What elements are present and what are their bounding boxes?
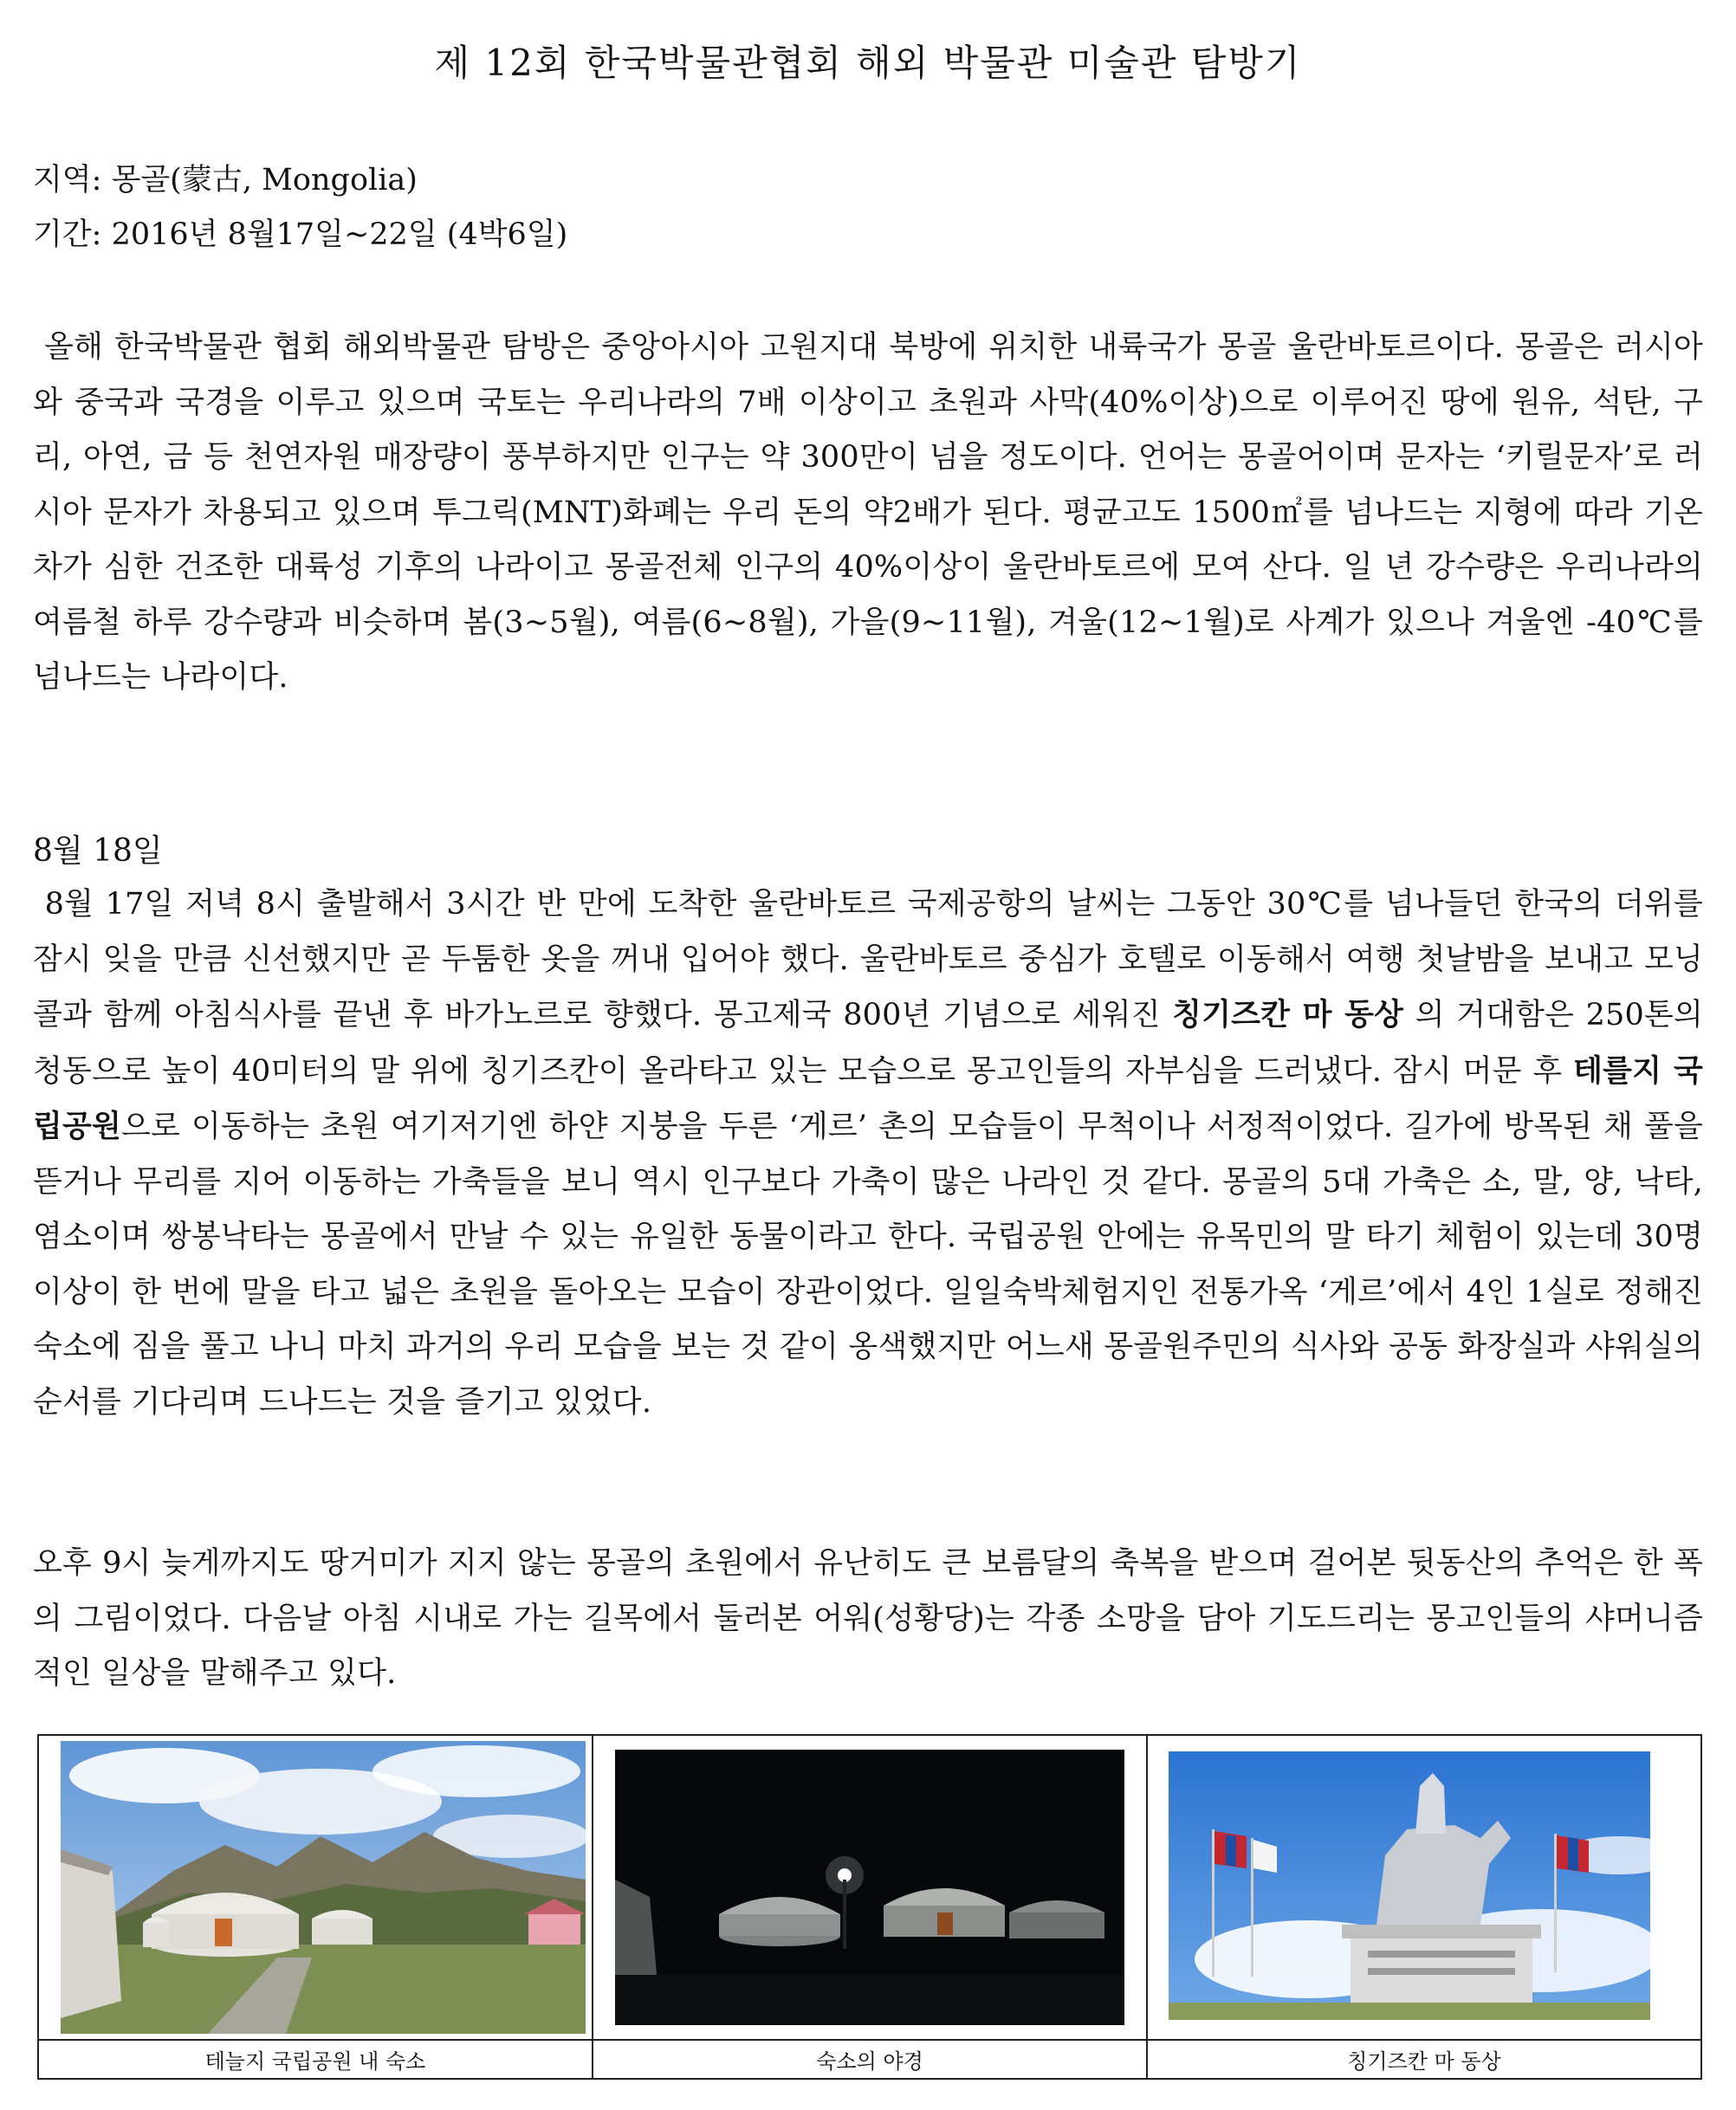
day1-text-4: 오후 9시 늦게까지도 땅거미가 지지 않는 몽골의 초원에서 유난히도 큰 보름달의 축복을 받으며 걸어본 뒷동산의 추억은 한 폭의 그림이었다. 다음날 아침 시내로 가는 길목에서 둘러본 어워(성황당)는 각종 소망을 담아 기도드리는 몽고인들의 샤머니즘 적인 일상을 말해주고 있다. [33, 1546, 1703, 1691]
section-heading-day1: 8월 18일 [33, 833, 163, 869]
period-line [33, 210, 567, 254]
day1-text-1: 8월 17일 저녁 8시 출발해서 3시간 반 만에 도착한 울란바토르 국제공항의 날씨는 그동안 30℃를 넘나들던 한국의 더위를 잠시 잊을 만큼 신선했지만 곧 두툼한 옷을 꺼내 입어야 했다. 울란바토르 중심가 호텔로 이동해서 여행 첫날밤을 보내고 모닝콜과 함께 아침식사를 끝낸 후 바가노르로 향했다. 몽고제국 800년 기념으로 세워진 [33, 887, 1704, 1032]
photo-cell-statue [1148, 1736, 1700, 2039]
day1-paragraph-evening [33, 1537, 1703, 1702]
photo-caption-statue: 칭기즈칸 마 동상 [1148, 2039, 1700, 2078]
statue-name: 칭기즈칸 마 동상 [1172, 997, 1404, 1032]
park-name: 테를지 국립공원 [33, 1052, 1703, 1144]
photo-caption-night: 숙소의 야경 [593, 2039, 1148, 2078]
photo-table [37, 1734, 1702, 2080]
day1-paragraph [33, 877, 1703, 1430]
page-title: 제 12회 한국박물관협회 해외 박물관 미술관 탐방기 [434, 42, 1302, 84]
region-line [33, 156, 418, 199]
region-label: 지역: [33, 163, 102, 197]
intro-text: 올해 한국박물관 협회 해외박물관 탐방은 중앙아시아 고원지대 북방에 위치한 내륙국가 몽골 울란바토르이다. 몽골은 러시아와 중국과 국경을 이루고 있으며 국토는 우리나라의 7배 이상이고 초원과 사막(40%이상)으로 이루어진 땅에 원유, 석탄, 구리, 아연, 금 등 천연자원 매장량이 풍부하지만 인구는 약 300만이 넘을 정도이다. 언어는 몽골어이며 문자는 ‘키릴문자’로 러시아 문자가 차용되고 있으며 투그릭(MNT)화폐는 우리 돈의 약2배가 된다. 평균고도 1500㎡를 넘나드는 지형에 따라 기온차가 심한 건조한 대륙성 기후의 나라이고 몽골전체 인구의 40%이상이 울란바토르에 모여 산다. 일 년 강수량은 우리나라의 여름철 하루 강수량과 비슷하며 봄(3~5월), 여름(6~8월), 가을(9~11월), 겨울(12~1월)로 사계가 있으나 겨울엔 -40℃를 넘나드는 나라이다. [33, 330, 1703, 695]
day1-text-3: 으로 이동하는 초원 여기저기엔 하얀 지붕을 두른 ‘게르’ 촌의 모습들이 무척이나 서정적이었다. 길가에 방목된 채 풀을 뜯거나 무리를 지어 이동하는 가축들을 보니 역시 인구보다 가축이 많은 나라인 것 같다. 몽골의 5대 가축은 소, 말, 양, 낙타, 염소이며 쌍봉낙타는 몽골에서 만날 수 있는 유일한 동물이라고 한다. 국립공원 안에는 유목민의 말 타기 체험이 있는데 30명 이상이 한 번에 말을 타고 넓은 초원을 돌아오는 모습이 장관이었다. 일일숙박체험지인 전통가옥 ‘게르’에서 4인 1실로 정해진 숙소에 짐을 풀고 나니 마치 과거의 우리 모습을 보는 것 같이 옹색했지만 어느새 몽골원주민의 식사와 공동 화장실과 샤워실의 순서를 기다리며 드나드는 것을 즐기고 있었다. [33, 1110, 1703, 1420]
equestrian-statue-photo [1169, 1751, 1650, 2020]
day1-text-2: 의 거대함은 250톤의 청동으로 높이 40미터의 말 위에 칭기즈칸이 올라타고 있는 모습으로 몽고인들의 자부심을 드러냈다. 잠시 머문 후 [33, 998, 1704, 1089]
night-ger-photo [615, 1750, 1124, 2025]
intro-paragraph [33, 320, 1703, 706]
period-value: 2016년 8월17일~22일 (4박6일) [111, 217, 568, 252]
photo-cell-night [593, 1736, 1148, 2039]
region-value: 몽골(蒙古, Mongolia) [111, 163, 418, 197]
photo-cell-ger-camp [39, 1736, 593, 2039]
period-label: 기간: [33, 217, 102, 252]
photo-caption-ger-camp: 테늘지 국립공원 내 숙소 [39, 2039, 593, 2078]
ger-camp-photo [61, 1741, 586, 2034]
